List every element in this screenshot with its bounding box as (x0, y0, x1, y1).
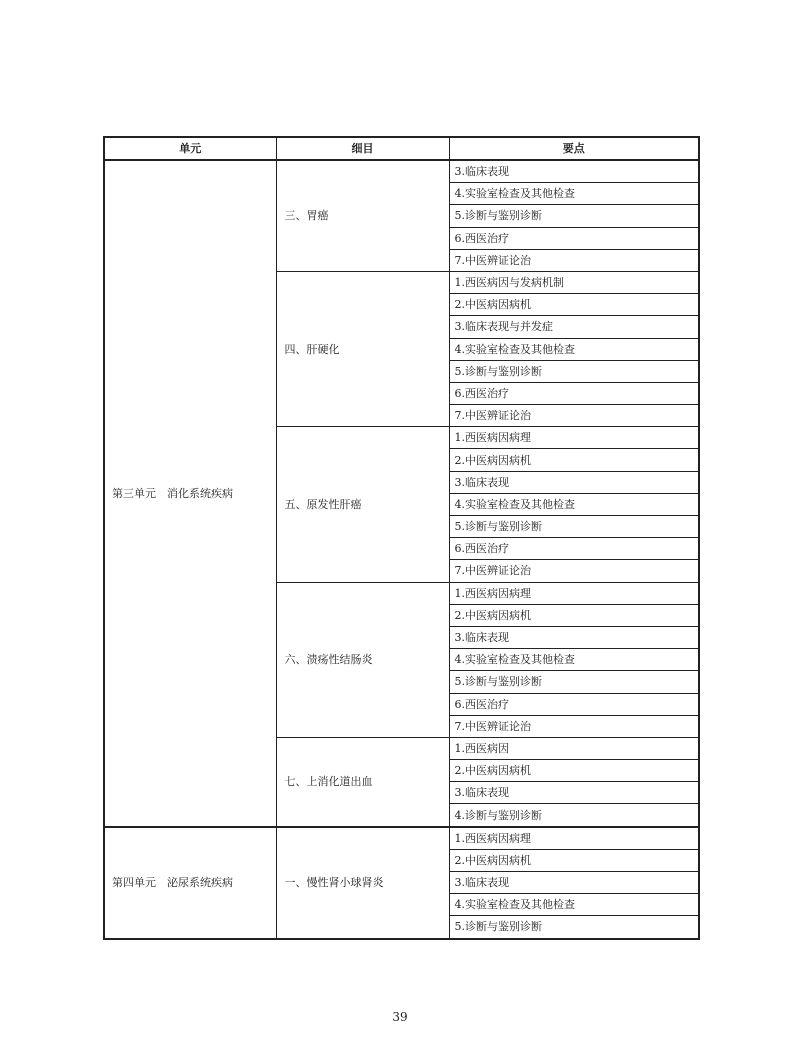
point-cell: 1.西医病因 (449, 737, 699, 759)
item-cell: 四、肝硬化 (276, 271, 449, 426)
header-unit: 单元 (104, 137, 276, 160)
point-cell: 2.中医病因病机 (449, 760, 699, 782)
item-cell: 一、慢性肾小球肾炎 (276, 827, 449, 939)
point-cell: 3.临床表现 (449, 782, 699, 804)
point-cell: 7.中医辨证论治 (449, 560, 699, 582)
point-cell: 2.中医病因病机 (449, 849, 699, 871)
point-cell: 4.实验室检查及其他检查 (449, 183, 699, 205)
table-row (104, 160, 699, 183)
point-cell: 3.临床表现 (449, 872, 699, 894)
point-cell: 6.西医治疗 (449, 538, 699, 560)
point-cell: 6.西医治疗 (449, 227, 699, 249)
point-cell: 5.诊断与鉴别诊断 (449, 916, 699, 939)
table-body (104, 160, 699, 939)
unit-cell: 第三单元 消化系统疾病 (104, 160, 276, 827)
point-cell: 5.诊断与鉴别诊断 (449, 360, 699, 382)
point-cell: 3.临床表现与并发症 (449, 316, 699, 338)
point-cell: 2.中医病因病机 (449, 604, 699, 626)
point-cell: 4.实验室检查及其他检查 (449, 493, 699, 515)
point-cell: 2.中医病因病机 (449, 294, 699, 316)
unit-cell: 第四单元 泌尿系统疾病 (104, 827, 276, 939)
point-cell: 7.中医辨证论治 (449, 715, 699, 737)
item-cell: 三、胃癌 (276, 160, 449, 271)
item-cell: 六、溃疡性结肠炎 (276, 582, 449, 737)
point-cell: 1.西医病因病理 (449, 827, 699, 850)
syllabus-table (103, 136, 700, 940)
table-header-row (104, 137, 699, 160)
point-cell: 6.西医治疗 (449, 693, 699, 715)
item-cell: 七、上消化道出血 (276, 737, 449, 826)
point-cell: 1.西医病因与发病机制 (449, 271, 699, 293)
point-cell: 2.中医病因病机 (449, 449, 699, 471)
header-item: 细目 (276, 137, 449, 160)
point-cell: 5.诊断与鉴别诊断 (449, 205, 699, 227)
point-cell: 6.西医治疗 (449, 382, 699, 404)
point-cell: 5.诊断与鉴别诊断 (449, 516, 699, 538)
table-row (104, 827, 699, 850)
point-cell: 4.实验室检查及其他检查 (449, 649, 699, 671)
point-cell: 3.临床表现 (449, 160, 699, 183)
point-cell: 1.西医病因病理 (449, 582, 699, 604)
point-cell: 4.实验室检查及其他检查 (449, 894, 699, 916)
point-cell: 7.中医辨证论治 (449, 249, 699, 271)
point-cell: 5.诊断与鉴别诊断 (449, 671, 699, 693)
point-cell: 4.诊断与鉴别诊断 (449, 804, 699, 827)
point-cell: 1.西医病因病理 (449, 427, 699, 449)
point-cell: 3.临床表现 (449, 471, 699, 493)
point-cell: 3.临床表现 (449, 626, 699, 648)
header-point: 要点 (449, 137, 699, 160)
point-cell: 4.实验室检查及其他检查 (449, 338, 699, 360)
item-cell: 五、原发性肝癌 (276, 427, 449, 582)
point-cell: 7.中医辨证论治 (449, 405, 699, 427)
page-number: 39 (392, 1010, 408, 1024)
